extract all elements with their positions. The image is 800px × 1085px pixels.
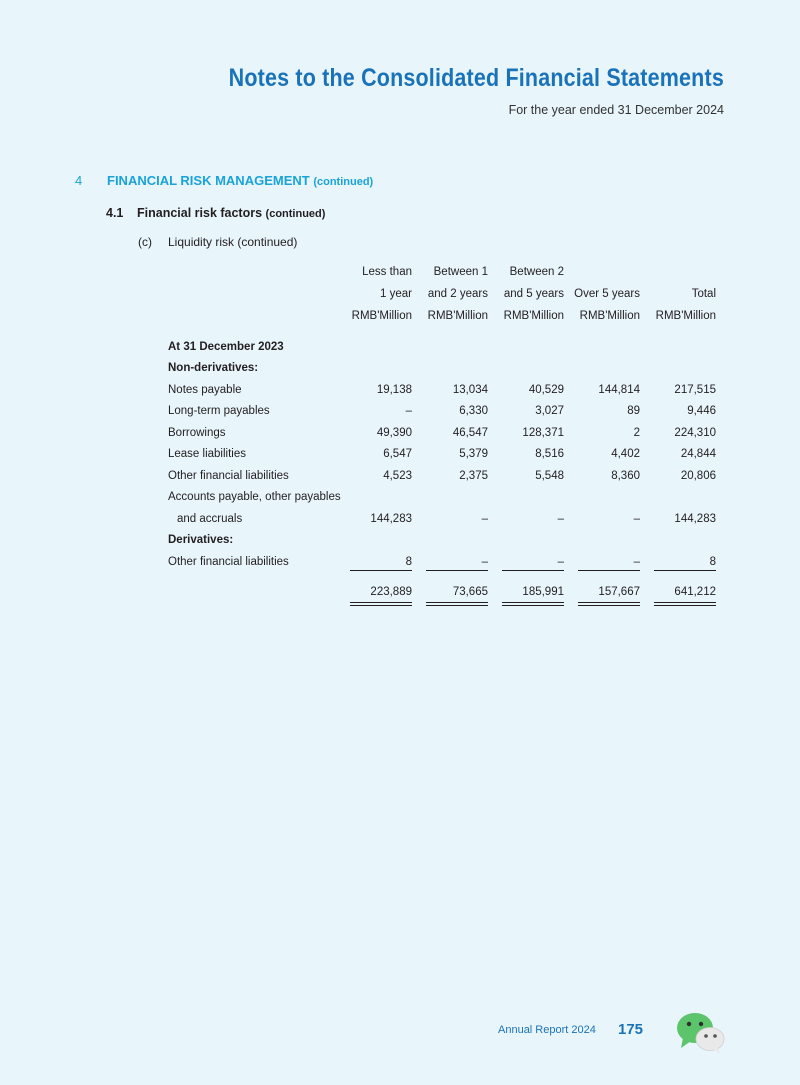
col-header-line1: Less than bbox=[362, 266, 412, 278]
total-cell: 641,212 bbox=[674, 586, 716, 598]
table-cell: 46,547 bbox=[452, 427, 488, 439]
col-header-line2: and 5 years bbox=[503, 288, 564, 300]
table-cell: 8,516 bbox=[535, 448, 564, 460]
table-cell: 224,310 bbox=[674, 427, 716, 439]
row-label-cont: and accruals bbox=[177, 513, 243, 525]
total-cell: 157,667 bbox=[598, 586, 640, 598]
section-continued: (continued) bbox=[313, 176, 374, 188]
col-header-line2: Total bbox=[691, 288, 716, 300]
table-cell: 128,371 bbox=[522, 427, 564, 439]
row-label: Other financial liabilities bbox=[168, 470, 289, 482]
total-rule bbox=[502, 605, 564, 606]
subtotal-rule bbox=[426, 570, 488, 571]
row-label: Other financial liabilities bbox=[168, 556, 289, 568]
total-cell: 185,991 bbox=[522, 586, 564, 598]
page-subtitle: For the year ended 31 December 2024 bbox=[508, 103, 724, 117]
row-label: Lease liabilities bbox=[168, 448, 246, 460]
subtotal-rule bbox=[350, 570, 412, 571]
table-cell: 49,390 bbox=[376, 427, 412, 439]
total-cell: 223,889 bbox=[370, 586, 412, 598]
col-header-line2: 1 year bbox=[380, 288, 412, 300]
total-rule bbox=[654, 602, 716, 603]
table-cell: 8 bbox=[709, 556, 716, 568]
table-cell: 217,515 bbox=[674, 384, 716, 396]
total-rule bbox=[578, 605, 640, 606]
col-header-unit: RMB'Million bbox=[427, 310, 488, 322]
wechat-icon[interactable] bbox=[675, 1010, 727, 1054]
table-cell: 4,402 bbox=[611, 448, 640, 460]
table-cell: 40,529 bbox=[528, 384, 564, 396]
col-header-line2: Over 5 years bbox=[574, 288, 640, 300]
table-cell: – bbox=[633, 513, 640, 525]
non-derivatives-heading: Non-derivatives: bbox=[168, 362, 259, 374]
table-cell: – bbox=[481, 513, 488, 525]
table-cell: – bbox=[557, 556, 564, 568]
row-label: Borrowings bbox=[168, 427, 226, 439]
table-cell: 6,547 bbox=[383, 448, 412, 460]
table-cell: 2 bbox=[633, 427, 640, 439]
table-cell: 8 bbox=[405, 556, 412, 568]
table-cell: – bbox=[481, 556, 488, 568]
table-cell: 24,844 bbox=[680, 448, 716, 460]
total-rule bbox=[426, 605, 488, 606]
table-cell: 144,814 bbox=[598, 384, 640, 396]
table-cell: 144,283 bbox=[674, 513, 716, 525]
subsection-number: 4.1 bbox=[106, 206, 124, 220]
col-header-unit: RMB'Million bbox=[503, 310, 564, 322]
date-heading: At 31 December 2023 bbox=[168, 341, 284, 353]
table-cell: 4,523 bbox=[383, 470, 412, 482]
total-rule bbox=[426, 602, 488, 603]
table-cell: 6,330 bbox=[459, 405, 488, 417]
total-rule bbox=[502, 602, 564, 603]
table-cell: 5,379 bbox=[459, 448, 488, 460]
total-cell: 73,665 bbox=[452, 586, 488, 598]
col-header-unit: RMB'Million bbox=[579, 310, 640, 322]
footer-report: Annual Report 2024 bbox=[498, 1024, 596, 1036]
row-label: Accounts payable, other payables bbox=[168, 491, 341, 503]
col-header-unit: RMB'Million bbox=[351, 310, 412, 322]
derivatives-heading: Derivatives: bbox=[168, 534, 234, 546]
table-cell: 19,138 bbox=[376, 384, 412, 396]
item-title: Liquidity risk (continued) bbox=[168, 235, 298, 249]
row-label: Long-term payables bbox=[168, 405, 270, 417]
subsection-continued: (continued) bbox=[265, 208, 326, 220]
table-cell: – bbox=[405, 405, 412, 417]
row-label: Notes payable bbox=[168, 384, 242, 396]
table-cell: 5,548 bbox=[535, 470, 564, 482]
col-header-line1: Between 1 bbox=[433, 266, 488, 278]
table-cell: 89 bbox=[627, 405, 640, 417]
col-header-unit: RMB'Million bbox=[655, 310, 716, 322]
table-cell: 9,446 bbox=[687, 405, 716, 417]
table-cell: 8,360 bbox=[611, 470, 640, 482]
table-cell: 13,034 bbox=[452, 384, 488, 396]
col-header-line1: Between 2 bbox=[509, 266, 564, 278]
table-cell: – bbox=[633, 556, 640, 568]
section-number: 4 bbox=[75, 173, 83, 188]
section-title: FINANCIAL RISK MANAGEMENT bbox=[107, 173, 310, 188]
page-number: 175 bbox=[618, 1021, 644, 1038]
item-number: (c) bbox=[138, 235, 152, 249]
total-rule bbox=[578, 602, 640, 603]
col-header-line2: and 2 years bbox=[427, 288, 488, 300]
table-cell: 20,806 bbox=[680, 470, 716, 482]
total-rule bbox=[350, 602, 412, 603]
table-cell: 3,027 bbox=[535, 405, 564, 417]
subtotal-rule bbox=[578, 570, 640, 571]
table-cell: 144,283 bbox=[370, 513, 412, 525]
subtotal-rule bbox=[654, 570, 716, 571]
page-title: Notes to the Consolidated Financial Statements bbox=[228, 64, 724, 92]
total-rule bbox=[654, 605, 716, 606]
subsection-title: Financial risk factors bbox=[137, 206, 263, 220]
table-cell: 2,375 bbox=[459, 470, 488, 482]
subtotal-rule bbox=[502, 570, 564, 571]
table-cell: – bbox=[557, 513, 564, 525]
total-rule bbox=[350, 605, 412, 606]
